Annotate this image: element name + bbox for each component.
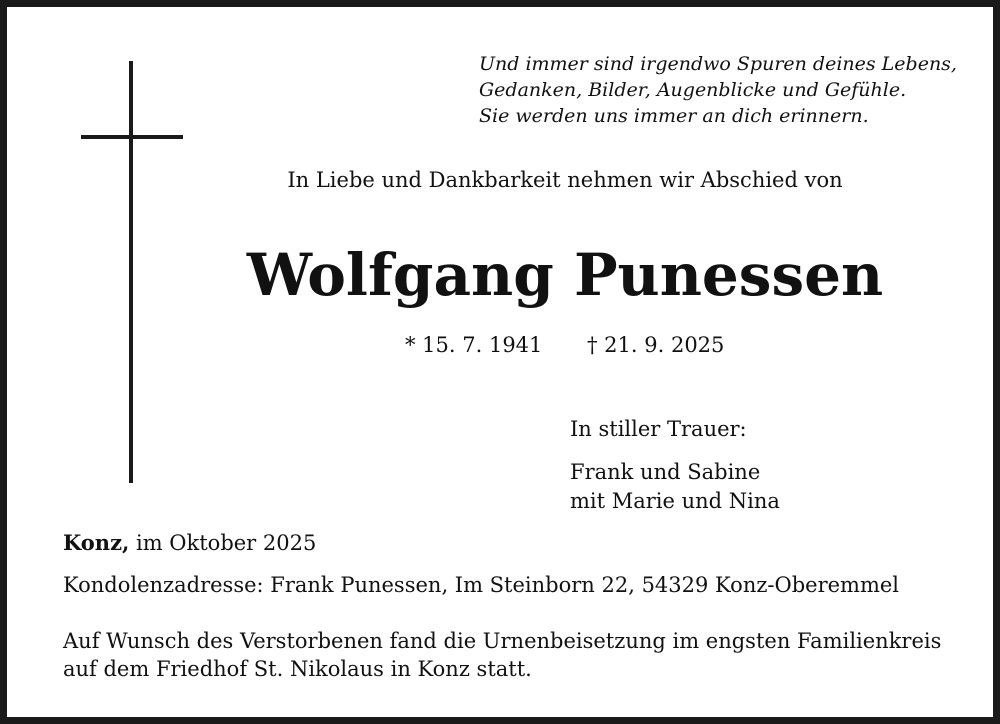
mourning-heading: In stiller Trauer: bbox=[570, 417, 747, 441]
place-town: Konz, bbox=[63, 530, 130, 555]
farewell-intro: In Liebe und Dankbarkeit nehmen wir Abschied von bbox=[287, 168, 843, 192]
burial-note-line: Auf Wunsch des Verstorbenen fand die Urnenbeisetzung im engsten Familienkreis bbox=[63, 629, 942, 653]
burial-note bbox=[63, 627, 941, 683]
poem-quote bbox=[479, 51, 957, 129]
poem-line: Gedanken, Bilder, Augenblicke und Gefühle. bbox=[479, 79, 907, 101]
mourners-list bbox=[570, 458, 780, 516]
mourners-line: mit Marie und Nina bbox=[570, 489, 780, 513]
place-date-text: im Oktober 2025 bbox=[129, 531, 317, 555]
cross-horizontal-bar bbox=[81, 135, 183, 139]
deceased-name: Wolfgang Punessen bbox=[246, 241, 884, 309]
condolence-address: Kondolenzadresse: Frank Punessen, Im Steinborn 22, 54329 Konz-Oberemmel bbox=[63, 573, 900, 597]
poem-line: Sie werden uns immer an dich erinnern. bbox=[479, 105, 869, 127]
burial-note-line: auf dem Friedhof St. Nikolaus in Konz statt. bbox=[63, 657, 532, 681]
birth-date: * 15. 7. 1941 bbox=[405, 333, 543, 357]
death-date: † 21. 9. 2025 bbox=[587, 333, 725, 357]
poem-line: Und immer sind irgendwo Spuren deines Lebens, bbox=[479, 53, 957, 75]
place-date bbox=[63, 529, 316, 557]
mourners-line: Frank und Sabine bbox=[570, 460, 761, 484]
